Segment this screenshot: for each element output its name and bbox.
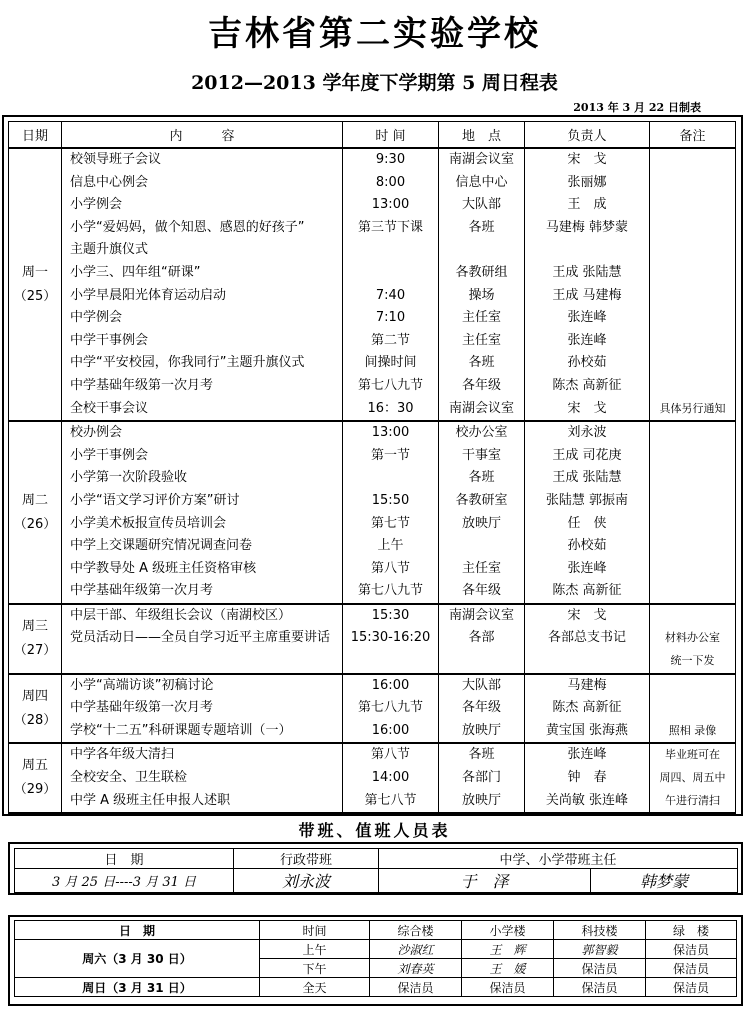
event-note (650, 675, 735, 698)
duty-header-row (15, 849, 738, 869)
event-person-column (525, 604, 650, 674)
weekend-staff: 保洁员 (646, 940, 737, 959)
duty-admin-header: 行政带班 (234, 849, 379, 869)
event-place: 各班 (468, 219, 495, 235)
event-note-column (650, 148, 736, 421)
event-place (439, 650, 524, 673)
weekend-staff: 保洁员 (554, 959, 646, 978)
event-note (650, 217, 735, 240)
duty-date-range: 3 月 25 日----3 月 31 日 (15, 869, 234, 893)
day-label: 周五 (21, 758, 48, 774)
event-place: 主任室 (461, 332, 501, 348)
event-note (650, 375, 735, 398)
event-content: 小学早晨阳光体育运动启动 (70, 287, 227, 303)
event-note: 材料办公室 (665, 631, 720, 645)
event-content: 全校干事会议 (70, 400, 149, 416)
event-content: 中学 A 级班主任申报人述职 (70, 792, 231, 808)
sunday-label: 周日（3 月 31 日） (15, 978, 260, 997)
event-time: 15:30 (371, 607, 410, 623)
day-date: （29） (13, 782, 57, 798)
page-title: 吉林省第二实验学校 (208, 14, 541, 54)
event-person: 张连峰 (567, 747, 607, 763)
event-note: 统一下发 (670, 654, 715, 668)
event-place-column (439, 148, 525, 421)
duty-section-title: 带班、值班人员表 (298, 821, 451, 840)
event-place (439, 239, 524, 262)
event-time: 第八节 (370, 747, 410, 763)
weekend-staff: 刘春英 (370, 959, 462, 978)
event-person: 王成 司花庚 (552, 447, 622, 463)
event-place: 放映厅 (461, 722, 501, 738)
col-place-header: 地 点 (439, 122, 525, 149)
event-time: 15:50 (371, 492, 410, 508)
event-place: 各年级 (461, 700, 501, 716)
event-time: 第七八九节 (357, 700, 423, 716)
event-content: 校领导班子会议 (70, 152, 162, 167)
weekend-header-row (15, 921, 737, 940)
event-note (650, 172, 735, 195)
day-date: （27） (13, 642, 57, 658)
weekend-staff: 保洁员 (646, 978, 737, 997)
event-note (650, 490, 735, 513)
col-note-header: 备注 (650, 122, 736, 149)
event-time-column (343, 604, 439, 674)
duty-date-header: 日 期 (15, 849, 234, 869)
weekend-date-header: 日 期 (15, 921, 260, 940)
event-person: 任 侠 (567, 515, 607, 531)
event-place-column (439, 743, 525, 813)
event-content: 主题升旗仪式 (70, 242, 149, 258)
day-date: （26） (13, 516, 57, 532)
event-content: 中学教导处 A 级班主任资格审核 (70, 560, 257, 576)
event-time: 16:00 (371, 677, 410, 693)
event-content: 党员活动日——全员自学习近平主席重要讲话 (70, 630, 331, 646)
event-person: 各部总支书记 (547, 630, 626, 646)
event-content: 小学例会 (70, 197, 123, 213)
event-note: 午进行清扫 (665, 793, 720, 807)
event-content: 小学“语文学习评价方案”研讨 (70, 492, 240, 508)
weekend-staff: 保洁员 (462, 978, 554, 997)
event-content: 全校安全、卫生联检 (70, 770, 188, 786)
event-person-column (525, 743, 650, 813)
event-note (650, 605, 735, 628)
event-time (343, 650, 438, 673)
event-time: 第二节 (370, 332, 410, 348)
event-person: 陈杰 高新征 (552, 377, 622, 393)
event-person: 马建梅 (567, 677, 607, 693)
weekend-staff: 郭智毅 (554, 940, 646, 959)
event-person: 关尚敏 张连峰 (545, 792, 629, 808)
event-note: 照相 录像 (668, 723, 717, 737)
event-content: 中学基础年级第一次月考 (70, 583, 214, 599)
col-person-header: 负责人 (525, 122, 650, 149)
event-place-column (439, 421, 525, 604)
day-cell (9, 421, 62, 604)
duty-teacher-name-2: 韩梦蒙 (591, 869, 738, 893)
event-time (343, 262, 438, 285)
day-block (9, 148, 736, 421)
event-person: 王成 马建梅 (552, 287, 622, 303)
event-note (650, 352, 735, 375)
event-time: 15:30-16:20 (350, 630, 431, 646)
event-note: 具体另行通知 (659, 401, 726, 415)
event-time: 13:00 (371, 197, 410, 213)
weekend-staff: 王 媛 (462, 959, 554, 978)
weekend-row (15, 940, 737, 959)
event-note (650, 697, 735, 720)
event-time: 16:00 (371, 722, 410, 738)
duty-teacher-name-1: 于 泽 (379, 869, 591, 893)
event-note (650, 558, 735, 581)
event-note-column (650, 421, 736, 604)
event-place: 放映厅 (461, 792, 501, 808)
weekend-time: 上午 (260, 940, 370, 959)
event-content: 中学例会 (70, 310, 123, 326)
event-place: 各年级 (461, 583, 501, 599)
day-cell (9, 148, 62, 421)
event-place: 各班 (468, 470, 495, 486)
event-place: 主任室 (461, 560, 501, 576)
event-person: 张连峰 (567, 310, 607, 326)
day-label: 周四 (21, 688, 48, 704)
event-content: 中学基础年级第一次月考 (70, 377, 214, 393)
weekend-duty-table (14, 920, 737, 997)
event-note (650, 445, 735, 468)
col-content-header: 内 容 (62, 122, 343, 149)
event-content: 中学基础年级第一次月考 (70, 700, 214, 716)
event-place: 各部门 (461, 770, 501, 786)
event-person: 钟 春 (567, 770, 607, 786)
duty-teacher-header: 中学、小学带班主任 (379, 849, 738, 869)
event-place: 主任室 (461, 310, 501, 326)
event-person: 孙校茹 (567, 538, 607, 554)
event-content: 中学各年级大清扫 (70, 747, 175, 763)
event-note (650, 422, 735, 445)
event-person-column (525, 674, 650, 744)
day-date: （28） (13, 712, 57, 728)
event-person: 张丽娜 (567, 174, 607, 190)
event-time-column (343, 674, 439, 744)
event-person: 宋 戈 (567, 400, 607, 416)
event-content-column (62, 148, 343, 421)
event-content: 中学“平安校园，你我同行”主题升旗仪式 (70, 355, 305, 371)
event-time (343, 467, 438, 490)
event-time: 上午 (377, 538, 404, 554)
event-place: 校办公室 (455, 425, 508, 441)
weekend-building-header: 小学楼 (462, 921, 554, 940)
event-content-column (62, 604, 343, 674)
event-content: 小学“爱妈妈，做个知恩、感恩的好孩子” (70, 219, 305, 235)
event-person: 张连峰 (567, 332, 607, 348)
created-date: 2013 年 3 月 22 日制表 (573, 101, 701, 114)
event-time-column (343, 148, 439, 421)
event-note (650, 580, 735, 603)
event-person: 陈杰 高新征 (552, 700, 622, 716)
event-content-column (62, 743, 343, 813)
event-time: 7:10 (375, 310, 406, 326)
day-cell (9, 743, 62, 813)
event-time: 第七八节 (364, 792, 417, 808)
event-time: 第八节 (370, 560, 410, 576)
event-time: 第一节 (370, 447, 410, 463)
schedule-table (8, 121, 736, 814)
event-time: 14:00 (371, 770, 410, 786)
event-person: 马建梅 韩梦蒙 (545, 219, 629, 235)
day-label: 周一 (21, 264, 48, 280)
event-place: 放映厅 (461, 515, 501, 531)
event-time: 13:00 (371, 425, 410, 441)
day-block (9, 743, 736, 813)
event-person (525, 650, 649, 673)
event-time: 16：30 (367, 400, 414, 416)
event-place (439, 535, 524, 558)
event-note (650, 307, 735, 330)
event-note (650, 467, 735, 490)
event-time: 第七节 (370, 515, 410, 531)
event-place: 信息中心 (455, 174, 508, 190)
event-content (62, 650, 342, 673)
weekend-staff: 保洁员 (554, 978, 646, 997)
event-note: 周四、周五中 (659, 771, 726, 785)
weekend-building-header: 绿 楼 (646, 921, 737, 940)
weekend-staff: 王 辉 (462, 940, 554, 959)
event-note (650, 285, 735, 308)
weekend-building-header: 综合楼 (370, 921, 462, 940)
schedule-subtitle: 2012—2013 学年度下学期第 5 周日程表 (191, 72, 558, 94)
weekend-time-header: 时间 (260, 921, 370, 940)
event-place: 南湖会议室 (448, 152, 514, 167)
event-person: 张连峰 (567, 560, 607, 576)
event-person: 陈杰 高新征 (552, 583, 622, 599)
event-note (650, 330, 735, 353)
event-person (525, 239, 649, 262)
day-label: 周二 (21, 492, 48, 508)
col-time-header: 时 间 (343, 122, 439, 149)
event-place: 干事室 (461, 447, 501, 463)
event-time: 8:00 (375, 174, 406, 190)
event-person: 刘永波 (567, 425, 607, 441)
event-note-column (650, 604, 736, 674)
event-content: 小学“高端访谈”初稿讨论 (70, 677, 214, 693)
event-time: 7:40 (375, 287, 406, 303)
event-person: 宋 戈 (567, 607, 607, 623)
event-note (650, 239, 735, 262)
col-date-header: 日期 (9, 122, 62, 149)
event-place-column (439, 674, 525, 744)
event-content-column (62, 421, 343, 604)
event-content: 中层干部、年级组长会议（南湖校区） (70, 607, 292, 623)
event-content: 校办例会 (70, 425, 123, 441)
day-block (9, 604, 736, 674)
day-cell (9, 674, 62, 744)
event-time: 9:30 (375, 152, 406, 167)
event-note (650, 513, 735, 536)
event-place: 大队部 (461, 197, 501, 213)
event-time-column (343, 421, 439, 604)
event-note (650, 149, 735, 172)
event-place: 各年级 (461, 377, 501, 393)
event-place: 各部 (468, 630, 495, 646)
event-place: 南湖会议室 (448, 400, 514, 416)
schedule-header-row (9, 122, 736, 149)
weekend-time: 下午 (260, 959, 370, 978)
event-place: 各教研室 (455, 492, 508, 508)
weekend-row (15, 978, 737, 997)
event-place: 各教研组 (455, 264, 508, 280)
event-person: 黄宝国 张海燕 (545, 722, 629, 738)
event-place: 各班 (468, 747, 495, 763)
event-content: 中学上交课题研究情况调查问卷 (70, 538, 253, 554)
weekend-building-header: 科技楼 (554, 921, 646, 940)
event-place: 南湖会议室 (448, 607, 514, 623)
event-content: 学校“十二五”科研课题专题培训（一） (70, 722, 292, 738)
event-time-column (343, 743, 439, 813)
day-block (9, 421, 736, 604)
duty-admin-name: 刘永波 (234, 869, 379, 893)
event-content: 信息中心例会 (70, 174, 149, 190)
event-note: 毕业班可在 (665, 748, 720, 762)
weekend-staff: 保洁员 (370, 978, 462, 997)
event-person: 王 成 (567, 197, 607, 213)
event-person: 宋 戈 (567, 152, 607, 167)
day-block (9, 674, 736, 744)
duty-value-row (15, 869, 738, 893)
event-content: 小学三、四年组“研课” (70, 264, 201, 280)
event-place: 操场 (468, 287, 495, 303)
day-label: 周三 (21, 618, 48, 634)
event-content: 小学美术板报宣传员培训会 (70, 515, 227, 531)
event-time: 第七八九节 (357, 583, 423, 599)
weekend-time: 全天 (260, 978, 370, 997)
event-person: 张陆慧 郭振南 (545, 492, 629, 508)
weekend-staff: 保洁员 (646, 959, 737, 978)
event-note (650, 194, 735, 217)
event-person-column (525, 148, 650, 421)
event-content: 小学干事例会 (70, 447, 149, 463)
event-note (650, 535, 735, 558)
day-cell (9, 604, 62, 674)
event-content: 中学干事例会 (70, 332, 149, 348)
weekend-staff: 沙淑红 (370, 940, 462, 959)
event-time: 第七八九节 (357, 377, 423, 393)
day-date: （25） (13, 288, 57, 304)
event-note (650, 262, 735, 285)
event-content-column (62, 674, 343, 744)
event-place: 大队部 (461, 677, 501, 693)
duty-table (14, 848, 738, 893)
event-person: 孙校茹 (567, 355, 607, 371)
event-person: 王成 张陆慧 (552, 470, 622, 486)
event-person-column (525, 421, 650, 604)
event-place-column (439, 604, 525, 674)
event-person: 王成 张陆慧 (552, 264, 622, 280)
event-note-column (650, 743, 736, 813)
event-content: 小学第一次阶段验收 (70, 470, 188, 486)
event-note-column (650, 674, 736, 744)
event-time: 第三节下课 (357, 219, 423, 235)
saturday-label: 周六（3 月 30 日） (15, 940, 260, 978)
event-place: 各班 (468, 355, 495, 371)
event-time (343, 239, 438, 262)
event-time: 间操时间 (364, 355, 417, 371)
